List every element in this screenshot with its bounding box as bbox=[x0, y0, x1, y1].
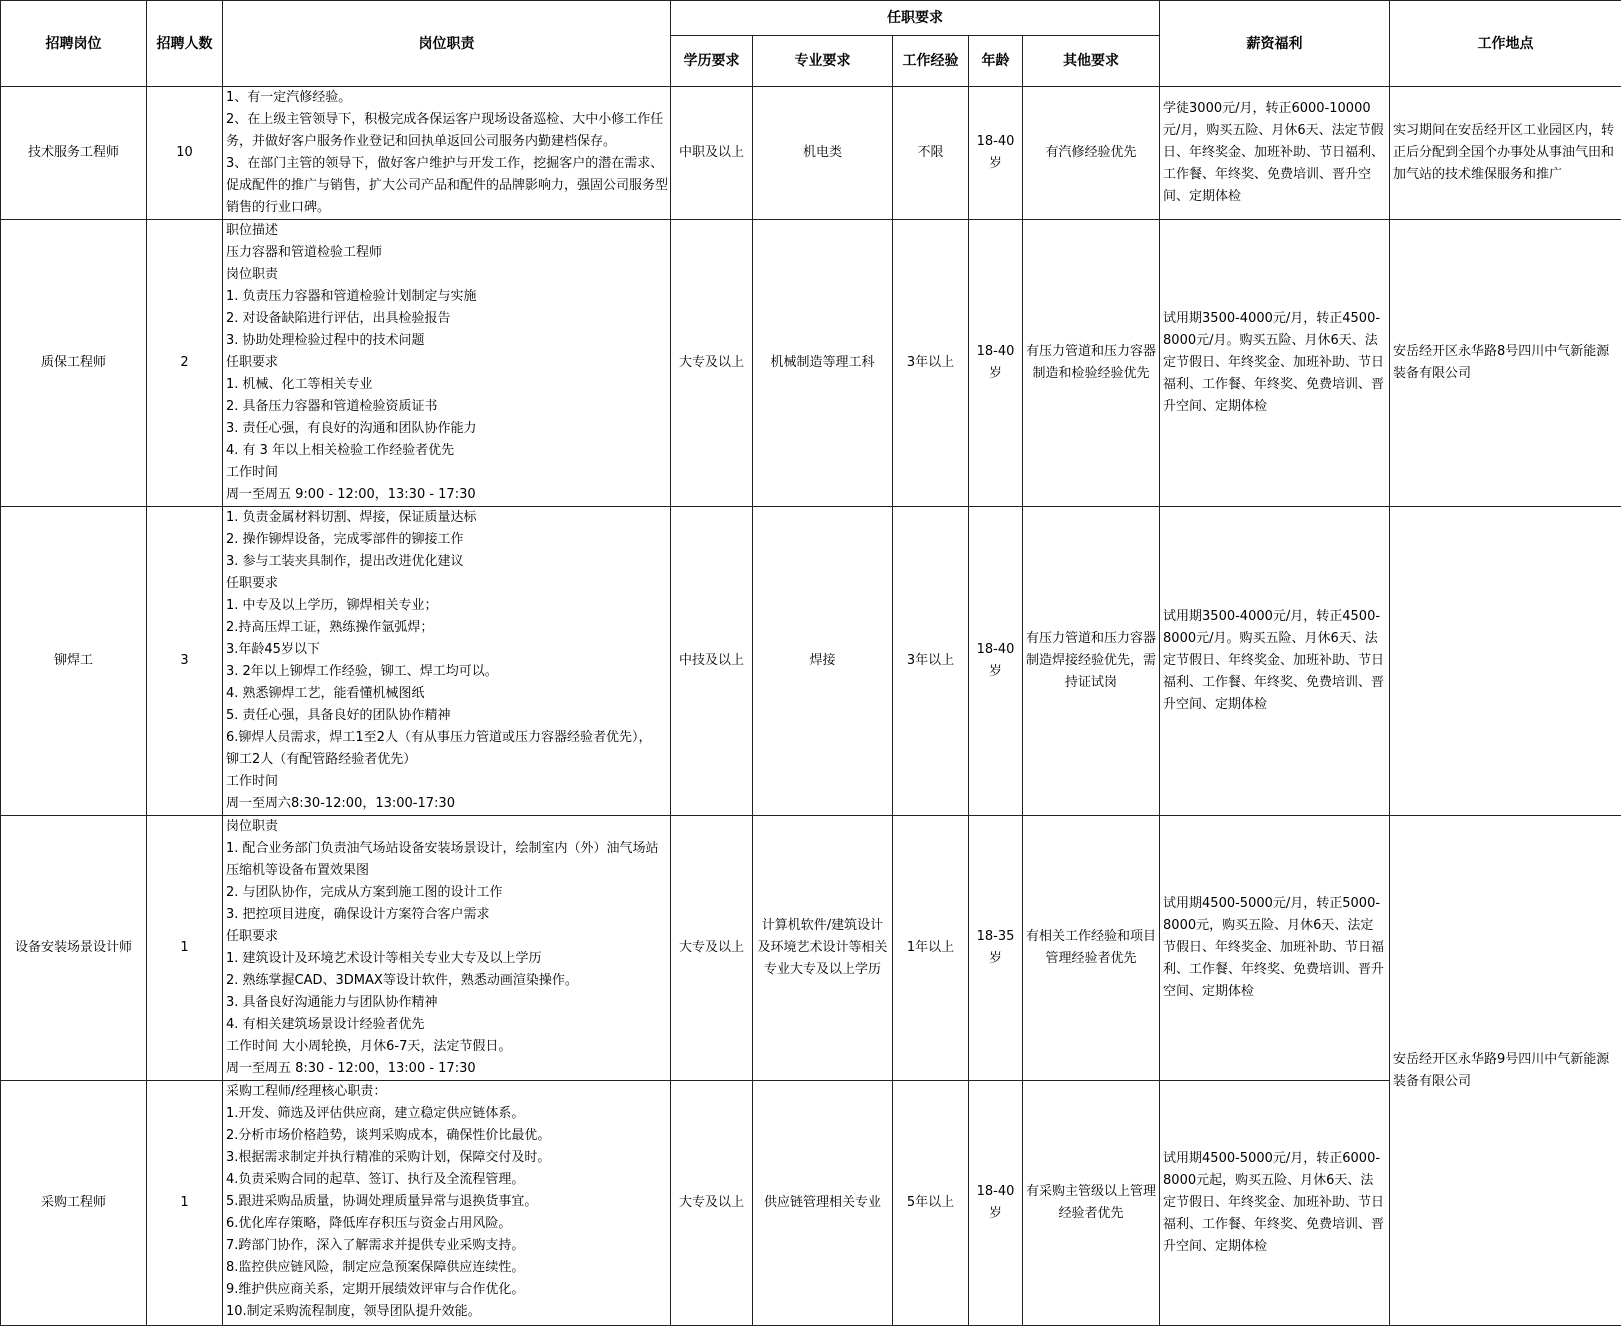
major-text: 计算机软件/建筑设计及环境艺术设计等相关专业大专及以上学历 bbox=[756, 915, 889, 981]
cell-duties bbox=[223, 816, 671, 1081]
duty-line: 1、有一定汽修经验。 bbox=[226, 87, 667, 109]
cell-position: 采购工程师 bbox=[1, 1081, 147, 1326]
duty-line: 压力容器和管道检验工程师 bbox=[226, 242, 667, 264]
duty-line: 岗位职责 bbox=[226, 816, 667, 838]
cell-experience: 不限 bbox=[893, 87, 969, 220]
cell-count: 10 bbox=[147, 87, 223, 220]
duty-line: 1. 建筑设计及环境艺术设计等相关专业大专及以上学历 bbox=[226, 948, 667, 970]
duty-line: 周一至周五 9:00 - 12:00，13:30 - 17:30 bbox=[226, 484, 667, 506]
location-text: 安岳经开区永华路8号四川中气新能源装备有限公司 bbox=[1393, 341, 1618, 385]
cell-age: 18-40岁 bbox=[969, 507, 1023, 816]
table-row bbox=[1, 87, 1621, 220]
cell-count: 3 bbox=[147, 507, 223, 816]
cell-education: 中职及以上 bbox=[671, 87, 753, 220]
duty-line: 1. 负责压力容器和管道检验计划制定与实施 bbox=[226, 286, 667, 308]
duty-line: 1. 中专及以上学历，铆焊相关专业； bbox=[226, 595, 667, 617]
header-major: 专业要求 bbox=[753, 36, 893, 87]
table-row bbox=[1, 507, 1621, 816]
duty-line: 任职要求 bbox=[226, 926, 667, 948]
header-position: 招聘岗位 bbox=[1, 1, 147, 87]
duty-line: 3.年龄45岁以下 bbox=[226, 639, 667, 661]
location-text: 安岳经开区永华路9号四川中气新能源装备有限公司 bbox=[1393, 1049, 1618, 1093]
duty-line: 3. 具备良好沟通能力与团队协作精神 bbox=[226, 992, 667, 1014]
duty-line: 铆工2人（有配管路经验者优先） bbox=[226, 749, 667, 771]
header-salary: 薪资福利 bbox=[1160, 1, 1390, 87]
cell-location-empty bbox=[1390, 507, 1621, 816]
cell-major bbox=[753, 816, 893, 1081]
header-experience: 工作经验 bbox=[893, 36, 969, 87]
salary-text: 试用期3500-4000元/月，转正4500-8000元/月。购买五险、月休6天、法定节假日、年终奖金、加班补助、节日福利、工作餐、年终奖、免费培训、晋升空间、定期体检 bbox=[1163, 308, 1386, 418]
cell-salary bbox=[1160, 220, 1390, 507]
cell-major: 供应链管理相关专业 bbox=[753, 1081, 893, 1326]
cell-age: 18-40岁 bbox=[969, 87, 1023, 220]
duty-line: 采购工程师/经理核心职责： bbox=[226, 1081, 667, 1103]
duty-line: 3. 参与工装夹具制作，提出改进优化建议 bbox=[226, 551, 667, 573]
header-other: 其他要求 bbox=[1023, 36, 1160, 87]
duty-line: 2. 熟练掌握CAD、3DMAX等设计软件，熟悉动画渲染操作。 bbox=[226, 970, 667, 992]
duty-line: 1. 配合业务部门负责油气场站设备安装场景设计，绘制室内（外）油气场站 bbox=[226, 838, 667, 860]
cell-major: 焊接 bbox=[753, 507, 893, 816]
duty-line: 2、在上级主管领导下，积极完成各保运客户现场设备巡检、大中小修工作任 bbox=[226, 109, 667, 131]
duty-line: 3. 责任心强，有良好的沟通和团队协作能力 bbox=[226, 418, 667, 440]
duty-line: 2.持高压焊工证，熟练操作氩弧焊； bbox=[226, 617, 667, 639]
duty-line: 任职要求 bbox=[226, 352, 667, 374]
table-row bbox=[1, 816, 1621, 1081]
header-location: 工作地点 bbox=[1390, 1, 1621, 87]
cell-duties bbox=[223, 507, 671, 816]
duty-line: 3. 协助处理检验过程中的技术问题 bbox=[226, 330, 667, 352]
cell-other: 有压力管道和压力容器制造焊接经验优先，需持证试岗 bbox=[1023, 507, 1160, 816]
cell-duties bbox=[223, 87, 671, 220]
location-text: 实习期间在安岳经开区工业园区内，转正后分配到全国个办事处从事油气田和加气站的技术维保服务和推广 bbox=[1393, 120, 1618, 186]
cell-other: 有汽修经验优先 bbox=[1023, 87, 1160, 220]
cell-count: 2 bbox=[147, 220, 223, 507]
cell-experience: 3年以上 bbox=[893, 220, 969, 507]
duty-line: 8.监控供应链风险，制定应急预案保障供应连续性。 bbox=[226, 1257, 667, 1279]
duty-line: 1. 负责金属材料切割、焊接，保证质量达标 bbox=[226, 507, 667, 529]
cell-position: 技术服务工程师 bbox=[1, 87, 147, 220]
duty-line: 4. 有相关建筑场景设计经验者优先 bbox=[226, 1014, 667, 1036]
duty-line: 压缩机等设备布置效果图 bbox=[226, 860, 667, 882]
cell-count: 1 bbox=[147, 816, 223, 1081]
duty-line: 销售的行业口碑。 bbox=[226, 197, 667, 219]
cell-other: 有压力管道和压力容器制造和检验经验优先 bbox=[1023, 220, 1160, 507]
cell-education: 大专及以上 bbox=[671, 816, 753, 1081]
duty-line: 3、在部门主管的领导下，做好客户维护与开发工作，挖掘客户的潜在需求、 bbox=[226, 153, 667, 175]
salary-text: 试用期4500-5000元/月，转正5000-8000元，购买五险、月休6天、法定节假日、年终奖金、加班补助、节日福利、工作餐、年终奖、免费培训、晋升空间、定期体检 bbox=[1163, 893, 1386, 1003]
salary-text: 试用期4500-5000元/月，转正6000-8000元起，购买五险、月休6天、法定节假日、年终奖金、加班补助、节日福利、工作餐、年终奖、免费培训、晋升空间、定期体检 bbox=[1163, 1148, 1386, 1258]
cell-age: 18-40岁 bbox=[969, 220, 1023, 507]
header-education: 学历要求 bbox=[671, 36, 753, 87]
salary-text: 学徒3000元/月，转正6000-10000元/月，购买五险、月休6天、法定节假日、年终奖金、加班补助、节日福利、工作餐、年终奖、免费培训、晋升空间、定期体检 bbox=[1163, 98, 1386, 208]
cell-major: 机械制造等理工科 bbox=[753, 220, 893, 507]
duty-line: 1.开发、筛选及评估供应商，建立稳定供应链体系。 bbox=[226, 1103, 667, 1125]
cell-location bbox=[1390, 87, 1621, 220]
duty-line: 4.负责采购合同的起草、签订、执行及全流程管理。 bbox=[226, 1169, 667, 1191]
cell-salary bbox=[1160, 507, 1390, 816]
header-age: 年龄 bbox=[969, 36, 1023, 87]
cell-other: 有相关工作经验和项目管理经验者优先 bbox=[1023, 816, 1160, 1081]
cell-experience: 3年以上 bbox=[893, 507, 969, 816]
duty-line: 岗位职责 bbox=[226, 264, 667, 286]
cell-location bbox=[1390, 220, 1621, 507]
duty-line: 工作时间 bbox=[226, 771, 667, 793]
duty-line: 7.跨部门协作，深入了解需求并提供专业采购支持。 bbox=[226, 1235, 667, 1257]
duty-line: 职位描述 bbox=[226, 220, 667, 242]
cell-experience: 5年以上 bbox=[893, 1081, 969, 1326]
duty-line: 2. 对设备缺陷进行评估，出具检验报告 bbox=[226, 308, 667, 330]
table-row bbox=[1, 220, 1621, 507]
duty-line: 2. 操作铆焊设备，完成零部件的铆接工作 bbox=[226, 529, 667, 551]
duty-line: 9.维护供应商关系，定期开展绩效评审与合作优化。 bbox=[226, 1279, 667, 1301]
duty-line: 1. 机械、化工等相关专业 bbox=[226, 374, 667, 396]
duty-line: 工作时间 大小周轮换，月休6-7天，法定节假日。 bbox=[226, 1036, 667, 1058]
cell-position: 铆焊工 bbox=[1, 507, 147, 816]
duty-line: 5. 责任心强，具备良好的团队协作精神 bbox=[226, 705, 667, 727]
cell-education: 中技及以上 bbox=[671, 507, 753, 816]
header-requirements: 任职要求 bbox=[671, 1, 1160, 36]
cell-salary bbox=[1160, 816, 1390, 1081]
duty-line: 3. 2年以上铆焊工作经验，铆工、焊工均可以。 bbox=[226, 661, 667, 683]
cell-age: 18-35岁 bbox=[969, 816, 1023, 1081]
duty-line: 周一至周五 8:30 - 12:00，13:00 - 17:30 bbox=[226, 1058, 667, 1080]
cell-salary bbox=[1160, 87, 1390, 220]
cell-count: 1 bbox=[147, 1081, 223, 1326]
duty-line: 3. 把控项目进度，确保设计方案符合客户需求 bbox=[226, 904, 667, 926]
header-count: 招聘人数 bbox=[147, 1, 223, 87]
cell-experience: 1年以上 bbox=[893, 816, 969, 1081]
cell-age: 18-40岁 bbox=[969, 1081, 1023, 1326]
duty-line: 2. 与团队协作，完成从方案到施工图的设计工作 bbox=[226, 882, 667, 904]
table-row bbox=[1, 1081, 1621, 1326]
duty-line: 促成配件的推广与销售，扩大公司产品和配件的品牌影响力，强固公司服务型 bbox=[226, 175, 667, 197]
cell-duties bbox=[223, 1081, 671, 1326]
duty-line: 周一至周六8:30-12:00，13:00-17:30 bbox=[226, 793, 667, 815]
duty-line: 3.根据需求制定并执行精准的采购计划，保障交付及时。 bbox=[226, 1147, 667, 1169]
cell-education: 大专及以上 bbox=[671, 220, 753, 507]
duty-line: 6.优化库存策略，降低库存积压与资金占用风险。 bbox=[226, 1213, 667, 1235]
duty-line: 6.铆焊人员需求，焊工1至2人（有从事压力管道或压力容器经验者优先）， bbox=[226, 727, 667, 749]
cell-duties bbox=[223, 220, 671, 507]
cell-position: 设备安装场景设计师 bbox=[1, 816, 147, 1081]
cell-major: 机电类 bbox=[753, 87, 893, 220]
duty-line: 4. 熟悉铆焊工艺，能看懂机械图纸 bbox=[226, 683, 667, 705]
duty-line: 2.分析市场价格趋势，谈判采购成本，确保性价比最优。 bbox=[226, 1125, 667, 1147]
salary-text: 试用期3500-4000元/月，转正4500-8000元/月。购买五险、月休6天、法定节假日、年终奖金、加班补助、节日福利、工作餐、年终奖、免费培训、晋升空间、定期体检 bbox=[1163, 606, 1386, 716]
cell-position: 质保工程师 bbox=[1, 220, 147, 507]
cell-education: 大专及以上 bbox=[671, 1081, 753, 1326]
duty-line: 4. 有 3 年以上相关检验工作经验者优先 bbox=[226, 440, 667, 462]
cell-other: 有采购主管级以上管理经验者优先 bbox=[1023, 1081, 1160, 1326]
duty-line: 2. 具备压力容器和管道检验资质证书 bbox=[226, 396, 667, 418]
duty-line: 工作时间 bbox=[226, 462, 667, 484]
duty-line: 5.跟进采购品质量，协调处理质量异常与退换货事宜。 bbox=[226, 1191, 667, 1213]
duty-line: 务，并做好客户服务作业登记和回执单返回公司服务内勤建档保存。 bbox=[226, 131, 667, 153]
duty-line: 任职要求 bbox=[226, 573, 667, 595]
header-duties: 岗位职责 bbox=[223, 1, 671, 87]
cell-salary bbox=[1160, 1081, 1390, 1326]
duty-line: 10.制定采购流程制度，领导团队提升效能。 bbox=[226, 1301, 667, 1323]
cell-location bbox=[1390, 816, 1621, 1326]
